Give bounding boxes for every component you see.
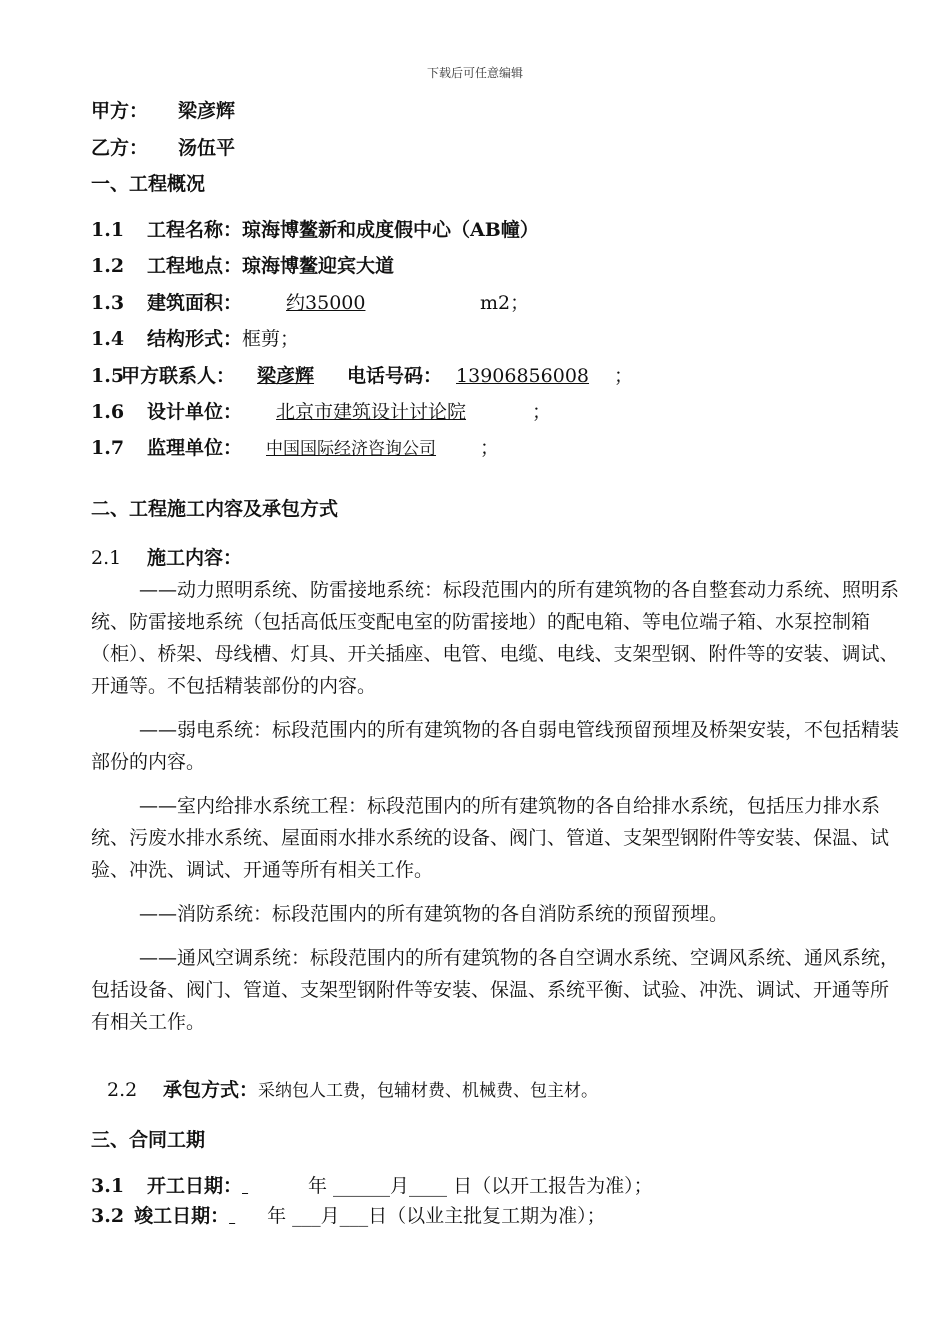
construction-content — [91, 574, 901, 1038]
item-1-4: 1.4 结构形式：框剪； — [91, 328, 300, 350]
section1-title: 一、工程概况 — [91, 173, 206, 195]
item-1-5: 1.5甲方联系人： 梁彦辉 电话号码： 13906856008 ； — [91, 365, 634, 387]
item-1-3: 1.3 建筑面积： 约35000 m2； — [91, 292, 530, 314]
content-paragraph-hvac: ——通风空调系统：标段范围内的所有建筑物的各自空调水系统、空调风系统、通风系统，包括设备、阀门、管道、支架型钢附件等安装、保温、系统平衡、试验、冲洗、调试、开通等所有相关工作。 — [91, 947, 900, 1033]
building-area-value: 约35000 — [286, 292, 366, 314]
start-year-blank — [242, 1174, 308, 1198]
phone-number-value: 13906856008 — [456, 365, 590, 387]
party-b-row — [91, 136, 235, 160]
item-1-1: 1.1 工程名称：琼海博鳌新和成度假中心（AB幢） — [91, 219, 539, 241]
item-1-2: 1.2 工程地点：琼海博鳌迎宾大道 — [91, 255, 395, 277]
content-paragraph-water: ——室内给排水系统工程：标段范围内的所有建筑物的各自给排水系统，包括压力排水系统、污废水排水系统、屋面雨水排水系统的设备、阀门、管道、支架型钢附件等安装、保温、试验、冲洗、调试、开通等所有相关工作。 — [91, 795, 890, 881]
supervision-unit-value: 中国国际经济咨询公司 — [266, 439, 437, 459]
content-paragraph-weak-current: ——弱电系统：标段范围内的所有建筑物的各自弱电管线预留预埋及桥架安装，不包括精装部份的内容。 — [91, 719, 900, 773]
section3-title: 三、合同工期 — [91, 1129, 206, 1151]
item-2-1: 2.1 施工内容： — [91, 547, 243, 569]
item-1-7: 1.7 监理单位： 中国国际经济咨询公司 ； — [91, 437, 500, 459]
section2-title: 二、工程施工内容及承包方式 — [91, 498, 339, 520]
end-year-blank — [229, 1204, 267, 1228]
party-a-contact-value: 梁彦辉 — [257, 365, 315, 387]
party-a-name: 梁彦辉 — [178, 100, 236, 122]
page-header-note: 下载后可任意编辑 — [426, 66, 523, 80]
party-b-label: 乙方： — [91, 137, 149, 159]
item-3-1: 3.1 开工日期： 年 ______月____ 日（以开工报告为准）； — [91, 1175, 653, 1197]
content-paragraph-fire: ——消防系统：标段范围内的所有建筑物的各自消防系统的预留预埋。 — [139, 903, 729, 925]
item-3-2: 3.2 竣工日期： 年 ___月___日（以业主批复工期为准）； — [91, 1205, 606, 1227]
party-a-row — [91, 99, 235, 123]
item-2-2: 2.2 承包方式：采纳包人工费，包辅材费、机械费、包主材。 — [107, 1079, 599, 1101]
party-b-name: 汤伍平 — [178, 137, 236, 159]
item-1-6: 1.6 设计单位： 北京市建筑设计讨论院 ； — [91, 401, 552, 423]
content-paragraph-power: ——动力照明系统、防雷接地系统：标段范围内的所有建筑物的各自整套动力系统、照明系统、防雷接地系统（包括高低压变配电室的防雷接地）的配电箱、等电位端子箱、水泵控制箱（柜）、桥架、母线槽、灯具、开关插座、电管、电缆、电线、支架型钢、附件等的安装、调试、开通等。不包括精装部份的内容。 — [91, 579, 900, 697]
party-a-label: 甲方： — [91, 100, 149, 122]
design-unit-value: 北京市建筑设计讨论院 — [276, 401, 467, 423]
